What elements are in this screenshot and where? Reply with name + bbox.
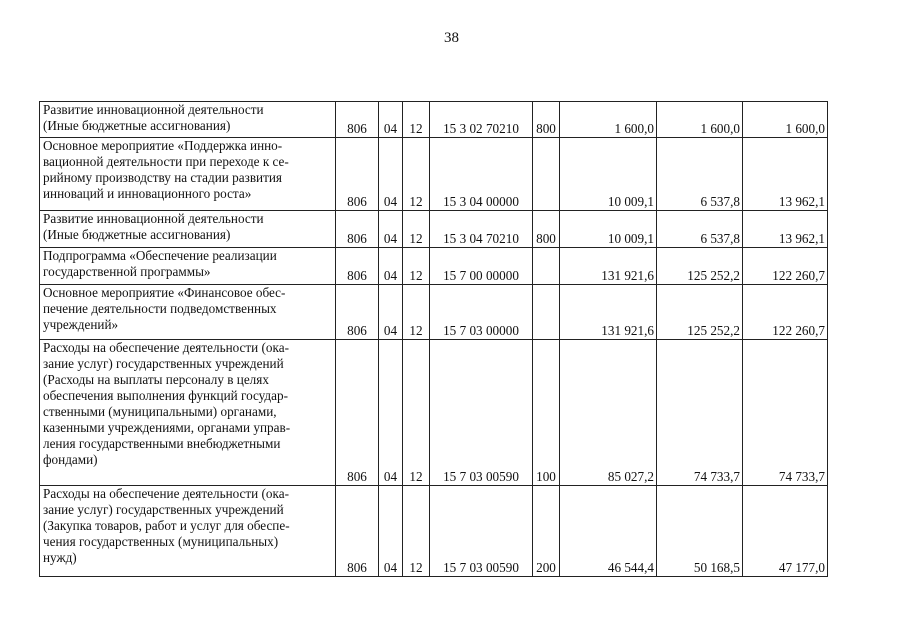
row-name-cell: [40, 486, 336, 577]
row-name-line: зание услуг) государственных учреждений: [43, 502, 284, 517]
expense-type-cell: 100: [533, 340, 560, 486]
row-name-line: инноваций и инновационного роста»: [43, 186, 252, 201]
section-code-cell: 04: [379, 211, 403, 248]
target-article-cell: 15 3 02 70210: [430, 102, 533, 138]
subsection-code-cell: 12: [403, 138, 430, 211]
expense-type-cell: [533, 285, 560, 340]
row-name-line: печение деятельности подведомственных: [43, 301, 277, 316]
row-name-line: обеспечения выполнения функций государ-: [43, 388, 288, 403]
row-name-line: вационной деятельности при переходе к се-: [43, 154, 289, 169]
row-name-line: Развитие инновационной деятельности: [43, 102, 264, 117]
amount-year3-cell: 13 962,1: [743, 211, 828, 248]
row-name-cell: [40, 285, 336, 340]
table-row: [40, 248, 828, 285]
target-article-cell: 15 7 03 00590: [430, 340, 533, 486]
table-row: [40, 486, 828, 577]
row-name-line: Основное мероприятие «Финансовое обес-: [43, 285, 286, 300]
amount-year1-cell: 131 921,6: [560, 248, 657, 285]
row-name-line: (Закупка товаров, работ и услуг для обеспе-: [43, 518, 290, 533]
row-name-line: нужд): [43, 550, 77, 565]
subsection-code-cell: 12: [403, 211, 430, 248]
row-name-line: (Иные бюджетные ассигнования): [43, 118, 231, 133]
target-article-cell: 15 3 04 70210: [430, 211, 533, 248]
row-name-line: Расходы на обеспечение деятельности (ока-: [43, 340, 289, 355]
amount-year2-cell: 1 600,0: [657, 102, 743, 138]
amount-year1-cell: 10 009,1: [560, 138, 657, 211]
ministry-code-cell: 806: [336, 138, 379, 211]
amount-year3-cell: 13 962,1: [743, 138, 828, 211]
expense-type-cell: [533, 248, 560, 285]
amount-year3-cell: 122 260,7: [743, 285, 828, 340]
table-row: [40, 138, 828, 211]
page-number: 38: [444, 30, 459, 46]
target-article-cell: 15 7 03 00000: [430, 285, 533, 340]
amount-year3-cell: 74 733,7: [743, 340, 828, 486]
amount-year3-cell: 1 600,0: [743, 102, 828, 138]
amount-year2-cell: 50 168,5: [657, 486, 743, 577]
row-name-line: чения государственных (муниципальных): [43, 534, 279, 549]
amount-year1-cell: 1 600,0: [560, 102, 657, 138]
row-name-cell: [40, 340, 336, 486]
target-article-cell: 15 7 03 00590: [430, 486, 533, 577]
row-name-line: (Иные бюджетные ассигнования): [43, 227, 231, 242]
ministry-code-cell: 806: [336, 102, 379, 138]
amount-year2-cell: 125 252,2: [657, 248, 743, 285]
ministry-code-cell: 806: [336, 486, 379, 577]
row-name-line: казенными учреждениями, органами управ-: [43, 420, 291, 435]
row-name-cell: [40, 138, 336, 211]
row-name-cell: [40, 102, 336, 138]
amount-year2-cell: 6 537,8: [657, 138, 743, 211]
row-name-cell: [40, 211, 336, 248]
section-code-cell: 04: [379, 102, 403, 138]
row-name-line: ственными (муниципальными) органами,: [43, 404, 277, 419]
table-row: [40, 285, 828, 340]
section-code-cell: 04: [379, 138, 403, 211]
section-code-cell: 04: [379, 486, 403, 577]
subsection-code-cell: 12: [403, 285, 430, 340]
amount-year1-cell: 131 921,6: [560, 285, 657, 340]
row-name-line: фондами): [43, 452, 98, 467]
ministry-code-cell: 806: [336, 248, 379, 285]
row-name-line: Подпрограмма «Обеспечение реализации: [43, 248, 277, 263]
amount-year3-cell: 47 177,0: [743, 486, 828, 577]
expense-type-cell: 200: [533, 486, 560, 577]
expense-type-cell: [533, 138, 560, 211]
ministry-code-cell: 806: [336, 211, 379, 248]
row-name-line: учреждений»: [43, 317, 119, 332]
subsection-code-cell: 12: [403, 486, 430, 577]
ministry-code-cell: 806: [336, 285, 379, 340]
ministry-code-cell: 806: [336, 340, 379, 486]
section-code-cell: 04: [379, 248, 403, 285]
row-name-line: ления государственными внебюджетными: [43, 436, 281, 451]
table-body: [40, 102, 828, 577]
table-row: [40, 102, 828, 138]
subsection-code-cell: 12: [403, 102, 430, 138]
table-row: [40, 340, 828, 486]
section-code-cell: 04: [379, 340, 403, 486]
row-name-line: зание услуг) государственных учреждений: [43, 356, 284, 371]
amount-year3-cell: 122 260,7: [743, 248, 828, 285]
expense-type-cell: 800: [533, 211, 560, 248]
row-name-line: (Расходы на выплаты персоналу в целях: [43, 372, 269, 387]
target-article-cell: 15 7 00 00000: [430, 248, 533, 285]
amount-year1-cell: 85 027,2: [560, 340, 657, 486]
row-name-line: Расходы на обеспечение деятельности (ока-: [43, 486, 289, 501]
row-name-line: Развитие инновационной деятельности: [43, 211, 264, 226]
amount-year2-cell: 6 537,8: [657, 211, 743, 248]
budget-table: [39, 101, 828, 577]
target-article-cell: 15 3 04 00000: [430, 138, 533, 211]
subsection-code-cell: 12: [403, 248, 430, 285]
section-code-cell: 04: [379, 285, 403, 340]
row-name-cell: [40, 248, 336, 285]
amount-year2-cell: 125 252,2: [657, 285, 743, 340]
amount-year2-cell: 74 733,7: [657, 340, 743, 486]
amount-year1-cell: 46 544,4: [560, 486, 657, 577]
table-row: [40, 211, 828, 248]
expense-type-cell: 800: [533, 102, 560, 138]
row-name-line: государственной программы»: [43, 264, 211, 279]
row-name-line: Основное мероприятие «Поддержка инно-: [43, 138, 283, 153]
row-name-line: рийному производству на стадии развития: [43, 170, 282, 185]
subsection-code-cell: 12: [403, 340, 430, 486]
amount-year1-cell: 10 009,1: [560, 211, 657, 248]
